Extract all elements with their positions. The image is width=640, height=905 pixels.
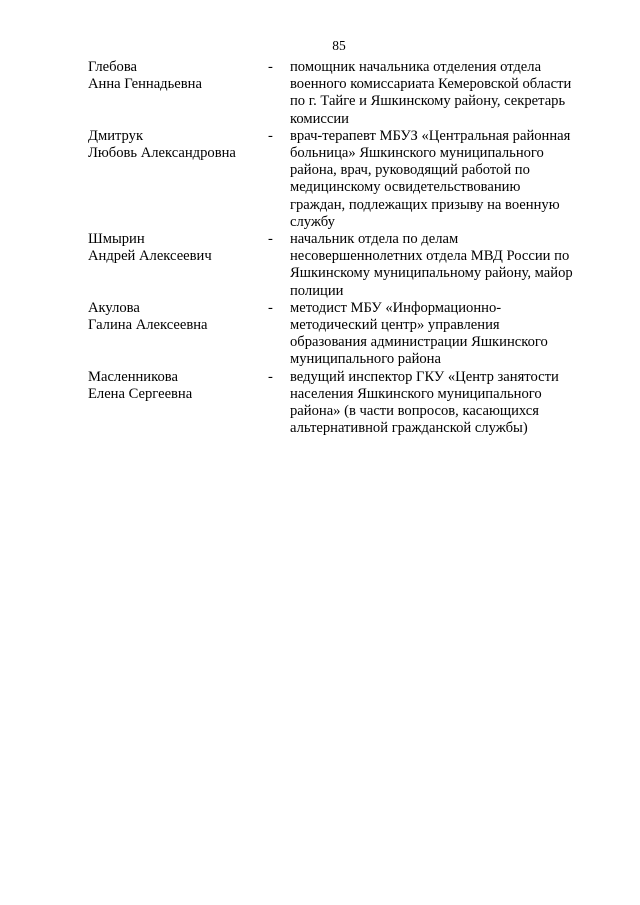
member-entry xyxy=(88,128,598,231)
dash-separator: - xyxy=(268,127,273,144)
position-line: ведущий инспектор ГКУ «Центр занятости xyxy=(290,368,559,385)
dash-separator: - xyxy=(268,299,273,316)
member-surname: Масленникова xyxy=(88,368,178,385)
position-line: альтернативной гражданской службы) xyxy=(290,420,528,437)
position-line: военного комиссариата Кемеровской области xyxy=(290,76,572,93)
position-line: полиции xyxy=(290,282,344,299)
member-name xyxy=(88,300,268,369)
member-given-names: Любовь Александровна xyxy=(88,145,236,162)
member-surname: Шмырин xyxy=(88,231,145,248)
position-line: несовершеннолетних отдела МВД России по xyxy=(290,248,570,265)
member-name xyxy=(88,369,268,438)
member-name xyxy=(88,231,268,300)
position-line: методист МБУ «Информационно- xyxy=(290,299,502,316)
position-line: муниципального района xyxy=(290,351,441,368)
dash-separator: - xyxy=(268,368,273,385)
position-line: района» (в части вопросов, касающихся xyxy=(290,403,539,420)
member-given-names: Андрей Алексеевич xyxy=(88,248,212,265)
member-entry xyxy=(88,300,598,369)
position-line: начальник отдела по делам xyxy=(290,231,459,248)
position-line: комиссии xyxy=(290,110,349,127)
member-surname: Дмитрук xyxy=(88,127,144,144)
position-line: района, врач, руководящий работой по xyxy=(290,162,530,179)
position-line: медицинскому освидетельствованию xyxy=(290,179,521,196)
dash-separator: - xyxy=(268,59,273,75)
position-line: больница» Яшкинского муниципального xyxy=(290,145,544,162)
member-entry xyxy=(88,369,598,438)
position-line: методический центр» управления xyxy=(290,317,500,334)
position-line: службу xyxy=(290,213,335,230)
member-position xyxy=(290,300,590,369)
member-position xyxy=(290,369,590,438)
commission-member-list xyxy=(88,59,598,437)
page-number: 85 xyxy=(332,38,346,53)
position-line: врач-терапевт МБУЗ «Центральная районная xyxy=(290,127,571,144)
member-name xyxy=(88,59,268,128)
position-line: помощник начальника отделения отдела xyxy=(290,59,542,75)
member-position xyxy=(290,59,590,128)
member-position xyxy=(290,231,590,300)
member-entry xyxy=(88,59,598,128)
position-line: по г. Тайге и Яшкинскому району, секретарь xyxy=(290,93,566,110)
position-line: Яшкинскому муниципальному району, майор xyxy=(290,265,573,282)
member-given-names: Анна Геннадьевна xyxy=(88,76,202,93)
member-surname: Акулова xyxy=(88,299,140,316)
member-name xyxy=(88,128,268,231)
member-surname: Глебова xyxy=(88,59,137,75)
position-line: населения Яшкинского муниципального xyxy=(290,385,542,402)
position-line: образования администрации Яшкинского xyxy=(290,334,548,351)
dash-separator: - xyxy=(268,231,273,248)
member-position xyxy=(290,128,590,231)
position-line: граждан, подлежащих призыву на военную xyxy=(290,196,560,213)
member-entry xyxy=(88,231,598,300)
member-given-names: Елена Сергеевна xyxy=(88,385,193,402)
member-given-names: Галина Алексеевна xyxy=(88,317,208,334)
